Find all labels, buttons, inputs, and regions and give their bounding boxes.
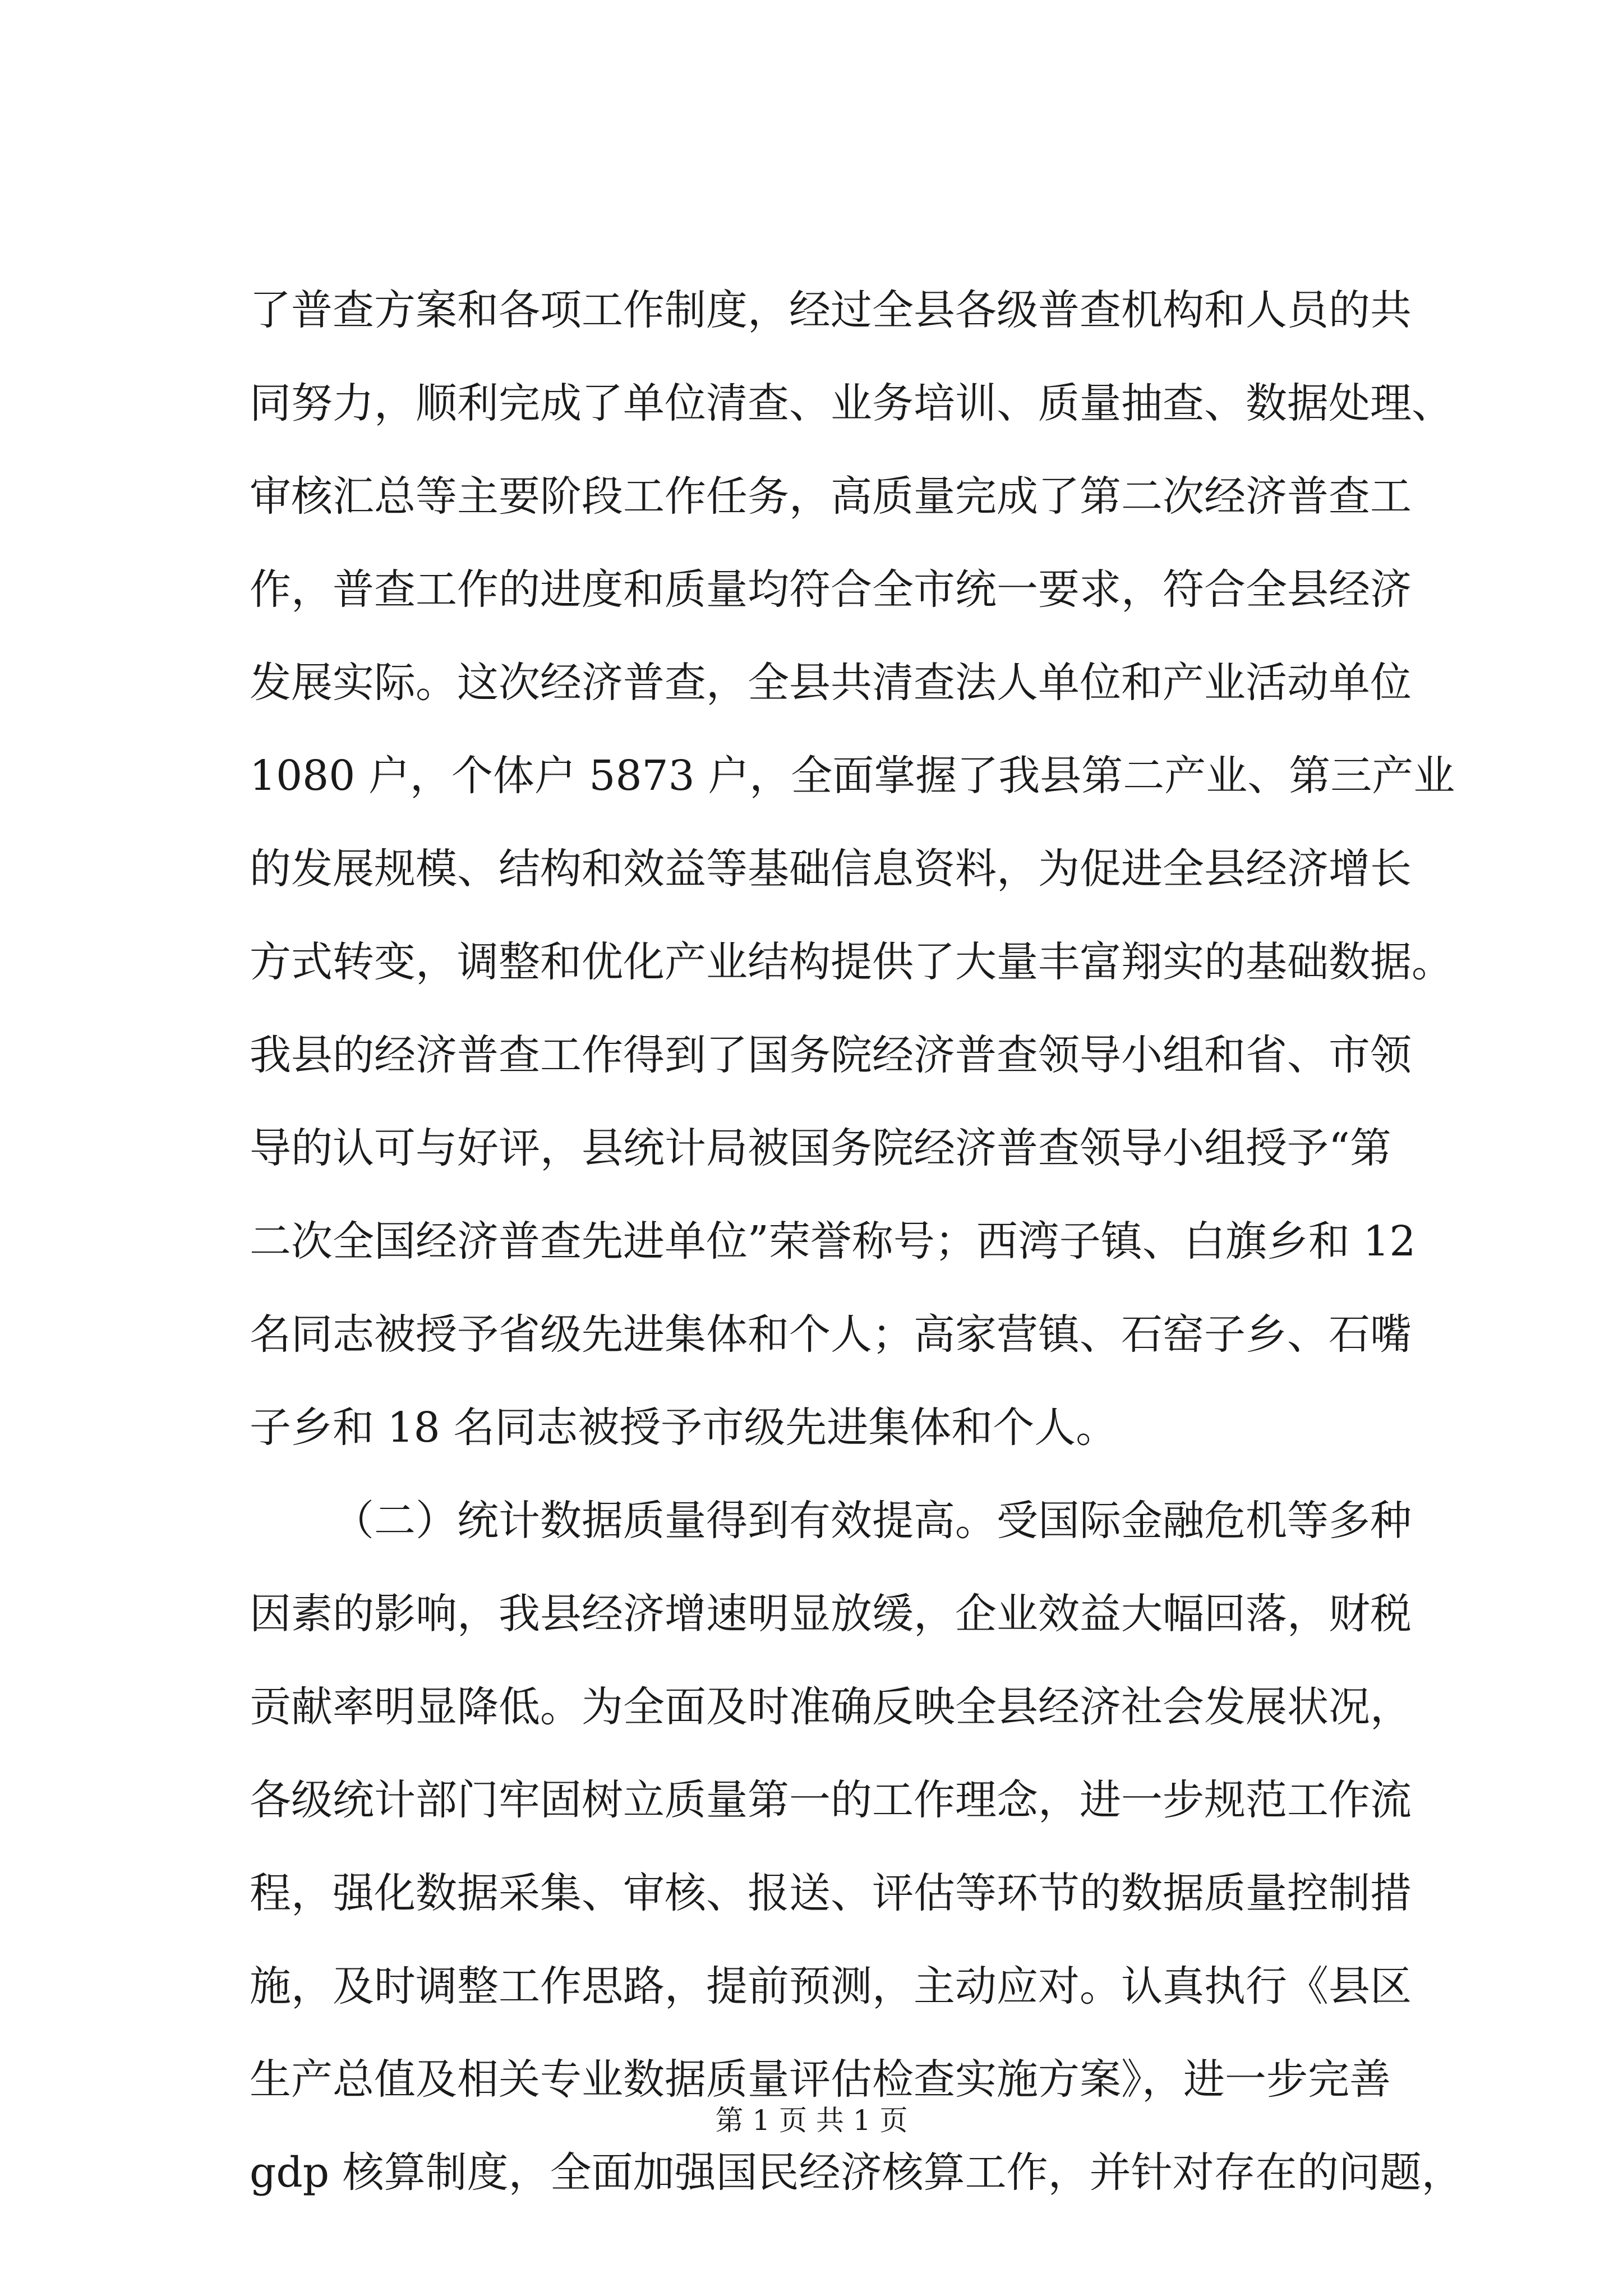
page-number-label: 第 1 页 共 1 页 [715, 2104, 908, 2137]
text-line: 1080 户，个体户 5873 户，全面掌握了我县第二产业、第三产业 [250, 752, 1455, 800]
paragraph-1 [250, 264, 1455, 1474]
text-line: 各级统计部门牢固树立质量第一的工作理念，进一步规范工作流 [250, 1776, 1412, 1824]
text-line: （二）统计数据质量得到有效提高。受国际金融危机等多种 [333, 1497, 1412, 1545]
text-line: 二次全国经济普查先进单位”荣誉称号；西湾子镇、白旗乡和 12 [250, 1217, 1416, 1266]
page-footer [0, 2101, 1623, 2140]
text-line: 施，及时调整工作思路，提前预测，主动应对。认真执行《县区 [250, 1962, 1412, 2010]
text-line: 程，强化数据采集、审核、报送、评估等环节的数据质量控制措 [250, 1869, 1412, 1917]
text-line: 审核汇总等主要阶段工作任务，高质量完成了第二次经济普查工 [250, 472, 1412, 521]
text-line: 子乡和 18 名同志被授予市级先进集体和个人。 [250, 1404, 1118, 1452]
text-line: gdp 核算制度，全面加强国民经济核算工作，并针对存在的问题， [250, 2148, 1463, 2197]
text-line: 的发展规模、结构和效益等基础信息资料，为促进全县经济增长 [250, 845, 1412, 893]
text-line: 我县的经济普查工作得到了国务院经济普查领导小组和省、市领 [250, 1031, 1412, 1079]
text-line: 同努力，顺利完成了单位清查、业务培训、质量抽查、数据处理、 [250, 379, 1453, 427]
text-line: 生产总值及相关专业数据质量评估检查实施方案》，进一步完善 [250, 2055, 1391, 2104]
text-line: 作，普查工作的进度和质量均符合全市统一要求，符合全县经济 [250, 565, 1412, 614]
text-line: 发展实际。这次经济普查，全县共清查法人单位和产业活动单位 [250, 659, 1412, 707]
text-line: 了普查方案和各项工作制度，经过全县各级普查机构和人员的共 [250, 286, 1412, 334]
text-line: 因素的影响，我县经济增速明显放缓，企业效益大幅回落，财税 [250, 1590, 1412, 1638]
document-body [250, 264, 1463, 2219]
text-line: 名同志被授予省级先进集体和个人；高家营镇、石窑子乡、石嘴 [250, 1310, 1412, 1359]
text-line: 导的认可与好评，县统计局被国务院经济普查领导小组授予“第 [250, 1124, 1391, 1172]
text-line: 贡献率明显降低。为全面及时准确反映全县经济社会发展状况， [250, 1683, 1412, 1731]
text-line: 方式转变，调整和优化产业结构提供了大量丰富翔实的基础数据。 [250, 938, 1453, 986]
